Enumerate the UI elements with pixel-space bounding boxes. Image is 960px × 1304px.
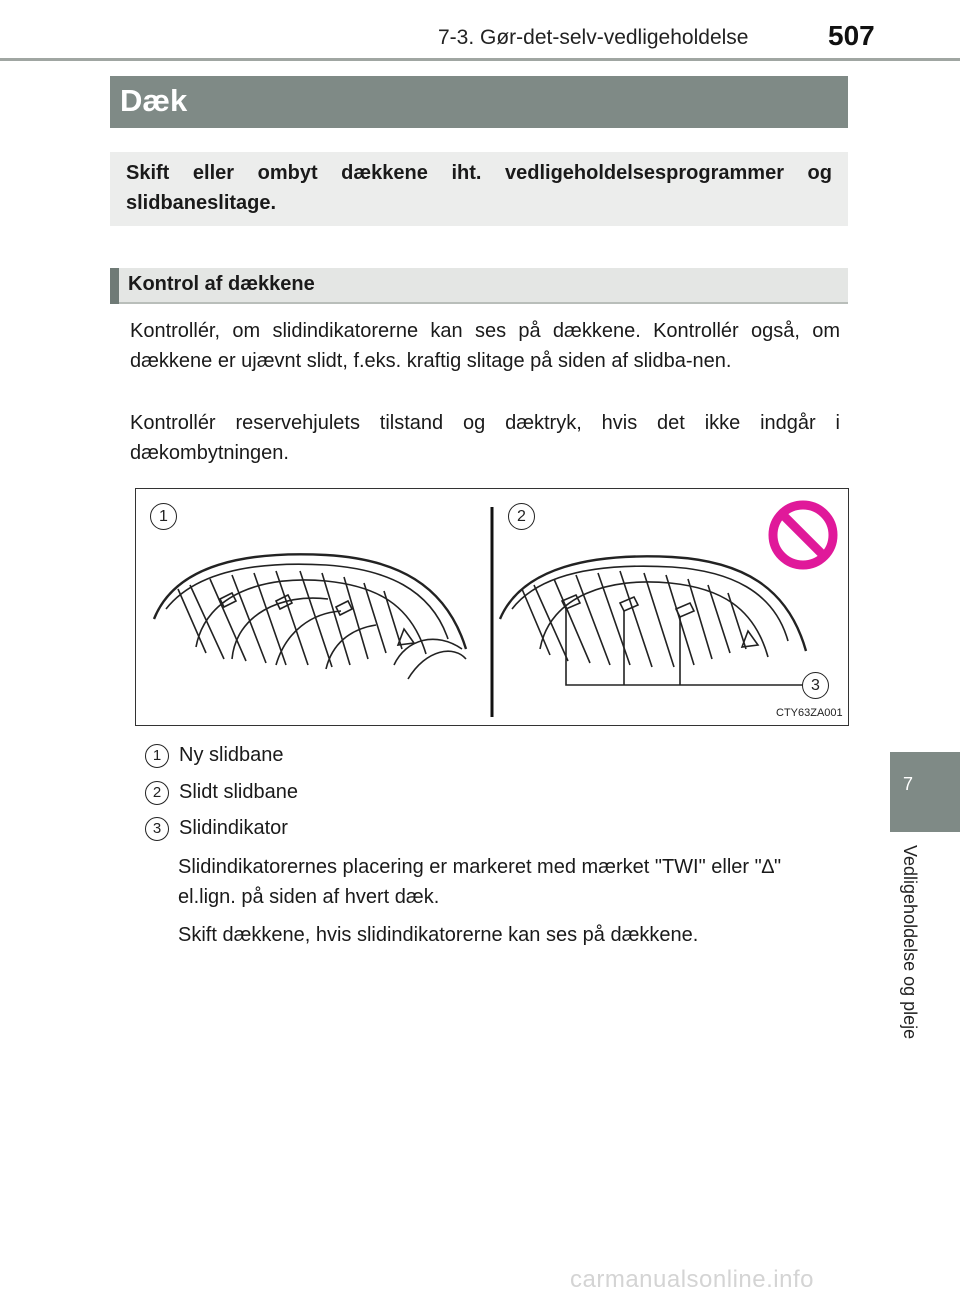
figure-label-2: 2 <box>508 503 535 530</box>
legend-text: Slidindikator <box>179 817 288 839</box>
page-number: 507 <box>828 20 875 51</box>
paragraph-2: Kontrollér reservehjulets tilstand og dæktryk, hvis det ikke indgår i dækombytningen. <box>130 412 840 464</box>
legend-number: 2 <box>145 781 169 805</box>
page-title: Dæk <box>120 83 188 118</box>
tire-illustration <box>136 489 848 725</box>
paragraph-1: Kontrollér, om slidindikatorerne kan ses på dækkene. Kontrollér også, om dækkene er ujævnt slidt, f.eks. kraftig slitage på siden af slidba-nen. <box>130 320 840 372</box>
legend-text: Ny slidbane <box>179 744 284 766</box>
legend-number: 3 <box>145 817 169 841</box>
figure-code: CTY63ZA001 <box>776 707 843 719</box>
legend-text: Slidt slidbane <box>179 781 298 803</box>
chapter-number: 7 <box>902 774 913 794</box>
summary-box <box>110 152 848 226</box>
subheading-bar <box>110 268 848 304</box>
chapter-tab <box>890 752 960 832</box>
chapter-side-text: Vedligeholdelse og pleje <box>900 845 920 1040</box>
subheading-text: Kontrol af dækkene <box>128 273 315 295</box>
page-title-bar <box>110 76 848 128</box>
figure-label-1: 1 <box>150 503 177 530</box>
tire-figure <box>135 488 849 726</box>
note-1: Slidindikatorernes placering er markeret med mærket "TWI" eller "∆" el.lign. på siden af hvert dæk. <box>178 856 782 908</box>
header-section-title: 7-3. Gør-det-selv-vedligeholdelse <box>438 26 749 49</box>
chapter-side-label <box>896 845 922 1065</box>
header-rule <box>0 58 960 61</box>
figure-label-3: 3 <box>802 672 829 699</box>
watermark: carmanualsonline.info <box>570 1266 814 1293</box>
summary-text: Skift eller ombyt dækkene iht. vedligeholdelsesprogrammer og slidbaneslitage. <box>126 162 832 214</box>
legend-number: 1 <box>145 744 169 768</box>
note-2: Skift dækkene, hvis slidindikatorerne kan ses på dækkene. <box>178 924 699 946</box>
subheading-accent <box>110 268 119 304</box>
